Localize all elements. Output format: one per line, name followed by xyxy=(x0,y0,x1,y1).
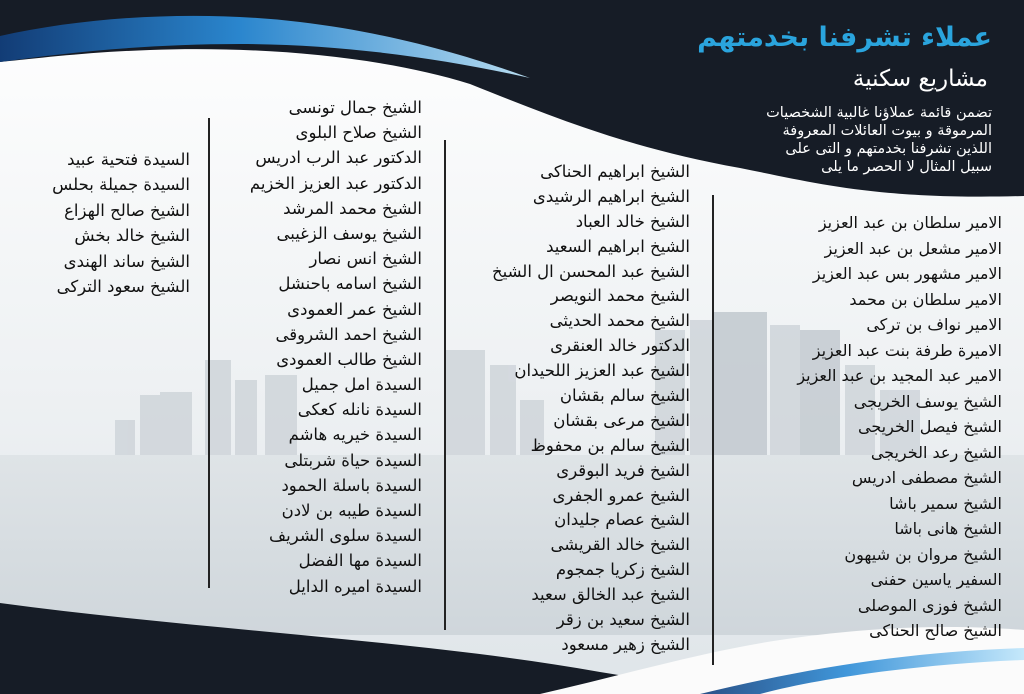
column-divider xyxy=(208,118,210,588)
client-name: الشيخ عبد العزيز اللحيدان xyxy=(514,361,690,381)
intro-line: تضمن قائمة عملاؤنا غالبية الشخصيات xyxy=(766,105,992,121)
client-name: الشيخ احمد الشروقى xyxy=(275,324,422,344)
page-title: عملاء تشرفنا بخدمتهم xyxy=(697,22,992,53)
client-name: الامير سلطان بن عبد العزيز xyxy=(818,213,1002,232)
client-name: الشيخ سعود التركى xyxy=(56,276,190,296)
client-name: الشيخ سالم بن محفوظ xyxy=(530,435,690,455)
client-name: الشيخ ابراهيم السعيد xyxy=(546,236,690,256)
client-name: الشيخ محمد المرشد xyxy=(283,198,422,218)
client-name: الشيخ ابراهيم الحناكى xyxy=(540,162,690,181)
intro-paragraph xyxy=(692,104,992,176)
intro-line: سبيل المثال لا الحصر ما يلى xyxy=(821,159,992,175)
client-name: الامير مشعل بن عبد العزيز xyxy=(824,238,1002,258)
client-name: الشيخ صالح الهزاع xyxy=(64,200,190,220)
client-name: الامير نواف بن تركى xyxy=(866,315,1002,334)
client-name: السيدة اميره الدايل xyxy=(288,576,422,596)
client-name: الامير عبد المجيد بن عبد العزيز xyxy=(797,366,1002,385)
client-name: الشيخ اسامه باحنشل xyxy=(278,274,422,294)
client-name: السيدة باسلة الحمود xyxy=(281,475,422,495)
client-name: الشيخ صالح الحناكى xyxy=(869,621,1002,640)
intro-line: المرموقة و بيوت العائلات المعروفة xyxy=(782,123,992,139)
client-name: الشيخ محمد النويصر xyxy=(550,286,690,306)
client-name: الشيخ ساند الهندى xyxy=(63,251,190,271)
client-name: الشيخ عبد المحسن ال الشيخ xyxy=(491,261,690,281)
client-name: الشيخ انس نصار xyxy=(309,249,422,269)
client-name: الشيخ خالد القريشى xyxy=(550,535,690,555)
client-name: الشيخ مرعى بقشان xyxy=(553,410,690,430)
client-name: الشيخ فوزى الموصلى xyxy=(857,595,1002,615)
client-name: الاميرة طرفة بنت عبد العزيز xyxy=(812,340,1002,360)
client-name: الشيخ مصطفى ادريس xyxy=(851,468,1002,487)
client-name: الشيخ خالد العباد xyxy=(575,211,690,231)
client-list-column-1 xyxy=(797,210,1002,644)
client-name: السيدة خيريه هاشم xyxy=(288,425,422,445)
client-name: الشيخ محمد الحديثى xyxy=(549,311,690,331)
client-name: الشيخ رعد الخريجى xyxy=(870,442,1002,462)
client-name: السيدة جميلة بحلس xyxy=(52,175,190,195)
client-name: الشيخ سعيد بن زقر xyxy=(556,610,690,630)
client-name: الشيخ هانى باشا xyxy=(894,519,1002,538)
client-name: الشيخ زكريا جمجوم xyxy=(555,560,690,580)
client-name: الشيخ صلاح البلوى xyxy=(295,123,422,143)
client-name: الامير مشهور بس عبد العزيز xyxy=(812,264,1002,283)
client-list-column-4 xyxy=(52,147,190,299)
client-name: الشيخ فيصل الخريجى xyxy=(858,417,1002,436)
client-list-column-3 xyxy=(250,95,422,599)
column-divider xyxy=(712,195,714,665)
client-name: الدكتور عبد العزيز الخزيم xyxy=(249,173,422,193)
client-name: الشيخ ابراهيم الرشيدى xyxy=(532,186,690,206)
page-subtitle: مشاريع سكنية xyxy=(852,66,988,92)
client-name: السيدة سلوى الشريف xyxy=(269,526,422,546)
client-name: الشيخ طالب العمودى xyxy=(276,349,422,369)
column-divider xyxy=(444,140,446,630)
client-name: الشيخ سمير باشا xyxy=(889,493,1002,513)
client-name: السيدة فتحية عبيد xyxy=(67,150,190,169)
client-name: الشيخ زهير مسعود xyxy=(561,634,690,654)
client-name: الدكتور عبد الرب ادريس xyxy=(255,148,422,168)
client-name: الشيخ فريد البوقرى xyxy=(556,460,690,480)
client-name: السيدة نانله كعكى xyxy=(297,400,422,420)
client-name: السيدة مها الفضل xyxy=(298,551,422,571)
client-name: السيدة حياة شربتلى xyxy=(284,450,422,470)
client-name: الشيخ عمرو الجفرى xyxy=(552,485,690,505)
client-name: الامير سلطان بن محمد xyxy=(849,289,1002,309)
intro-line: اللذين تشرفنا بخدمتهم و التى على xyxy=(785,141,992,157)
client-name: الشيخ سالم بقشان xyxy=(559,386,690,406)
client-name: السيدة امل جميل xyxy=(301,375,422,395)
client-list-column-2 xyxy=(492,160,690,658)
client-name: الشيخ خالد بخش xyxy=(74,226,190,246)
client-name: الشيخ عبد الخالق سعيد xyxy=(531,585,690,605)
client-name: الدكتور خالد العنقرى xyxy=(550,336,690,356)
client-name: الشيخ عصام جليدان xyxy=(554,510,690,530)
client-name: الشيخ يوسف الزغيبى xyxy=(276,223,422,243)
client-name: السيدة طيبه بن لادن xyxy=(281,501,422,520)
client-name: الشيخ يوسف الخريجى xyxy=(853,391,1002,411)
client-name: الشيخ عمر العمودى xyxy=(287,299,422,319)
client-name: الشيخ جمال تونسى xyxy=(288,98,422,117)
client-name: الشيخ مروان بن شيهون xyxy=(844,544,1002,564)
client-name: السفير ياسين حفنى xyxy=(870,570,1002,589)
